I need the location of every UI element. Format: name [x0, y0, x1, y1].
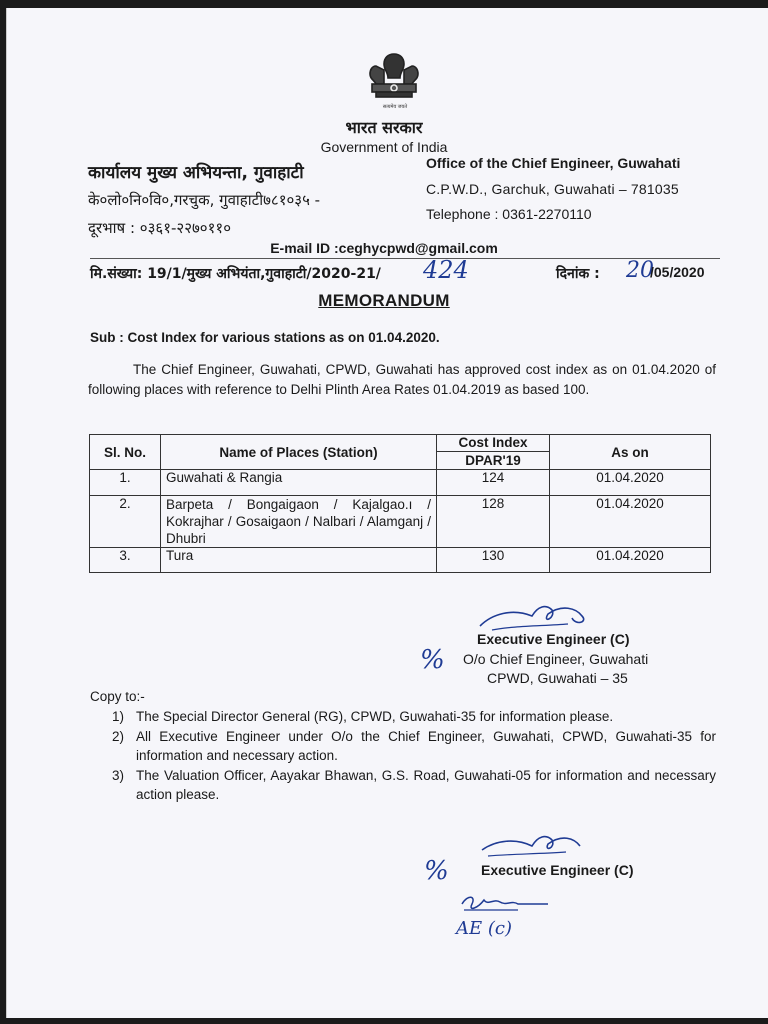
cost-index-table — [89, 434, 711, 573]
email-address: E-mail ID :ceghycpwd@gmail.com — [270, 240, 498, 256]
list-item-number: 2) — [112, 729, 125, 744]
cell-place: Tura — [161, 548, 437, 573]
initials-mark: % — [420, 645, 445, 675]
list-item — [92, 707, 716, 726]
phone-english: Telephone : 0361-2270110 — [426, 206, 592, 222]
list-item-text: The Valuation Officer, Aayakar Bhawan, G.S. Road, Guwahati-05 for information and necessary action please. — [136, 768, 716, 802]
cell-index: 124 — [437, 470, 550, 496]
office-name-english: Office of the Chief Engineer, Guwahati — [426, 155, 681, 171]
header-sl-no: Sl. No. — [90, 435, 161, 470]
signatory-designation: Executive Engineer (C) — [477, 631, 630, 647]
office-name-hindi: कार्यालय मुख्य अभियन्ता, गुवाहाटी — [88, 163, 304, 183]
government-hindi: भारत सरकार — [345, 118, 423, 137]
list-item-text: The Special Director General (RG), CPWD, Guwahati-35 for information please. — [136, 709, 614, 724]
header-cost-index-sub: DPAR'19 — [437, 451, 549, 469]
address-hindi: के०लो०नि०वि०,गरचुक, गुवाहाटी७८१०३५ - — [88, 191, 321, 209]
header-cost-index — [437, 435, 550, 470]
date-month-year: /05/2020 — [650, 264, 705, 280]
address-english: C.P.W.D., Garchuk, Guwahati – 781035 — [426, 181, 679, 197]
cell-sl: 2. — [90, 496, 161, 548]
list-item — [92, 727, 716, 765]
handwritten-ae-note: AE (c) — [456, 918, 512, 939]
cell-as-on: 01.04.2020 — [550, 496, 711, 548]
list-item-text: All Executive Engineer under O/o the Chief Engineer, Guwahati, CPWD, Guwahati-35 for information and necessary action. — [136, 729, 716, 763]
cell-index: 128 — [437, 496, 550, 548]
list-item-number: 3) — [112, 768, 125, 783]
copy-to-list — [92, 707, 716, 805]
table-row — [90, 470, 711, 496]
cell-sl: 1. — [90, 470, 161, 496]
signatory-designation: Executive Engineer (C) — [481, 862, 634, 878]
phone-hindi: दूरभाष : ०३६१-२२७०११० — [88, 219, 232, 237]
header-cost-index-label: Cost Index — [458, 435, 528, 450]
signatory-location: CPWD, Guwahati – 35 — [487, 670, 628, 686]
national-emblem-icon — [362, 48, 426, 112]
date-label: दिनांक : — [556, 266, 600, 282]
table-header-row — [90, 435, 711, 470]
list-item-number: 1) — [112, 709, 125, 724]
reference-number-label: मि.संख्या: 19/1/मुख्य अभियंता,गुवाहाटी/2020-21/ — [90, 266, 381, 282]
table-row — [90, 548, 711, 573]
emblem-motto: सत्यमेव जयते — [382, 104, 408, 110]
header-as-on: As on — [550, 435, 711, 470]
date-day-handwritten: 20 — [626, 258, 654, 283]
reference-number-handwritten: 424 — [423, 256, 469, 284]
signature-scribble — [472, 596, 602, 636]
body-paragraph: The Chief Engineer, Guwahati, CPWD, Guwahati has approved cost index as on 01.04.2020 of following places with reference to Delhi Plinth Area Rates 01.04.2019 as based 100. — [88, 362, 716, 397]
cell-sl: 3. — [90, 548, 161, 573]
initials-mark: % — [424, 856, 449, 886]
signatory-office: O/o Chief Engineer, Guwahati — [463, 651, 649, 667]
cell-place: Barpeta / Bongaigaon / Kajalgao.ı / Kokrajhar / Gosaigaon / Nalbari / Alamganj / Dhubri — [161, 496, 437, 548]
memo-title: MEMORANDUM — [318, 291, 450, 310]
header-place-name: Name of Places (Station) — [161, 435, 437, 470]
government-english: Government of India — [320, 139, 448, 155]
signature-scribble — [474, 824, 594, 864]
cell-place: Guwahati & Rangia — [161, 470, 437, 496]
list-item — [92, 766, 716, 804]
cell-as-on: 01.04.2020 — [550, 470, 711, 496]
table-row — [90, 496, 711, 548]
cell-as-on: 01.04.2020 — [550, 548, 711, 573]
cell-index: 130 — [437, 548, 550, 573]
subject-line: Sub : Cost Index for various stations as on 01.04.2020. — [90, 330, 440, 345]
copy-to-label: Copy to:- — [90, 689, 145, 704]
